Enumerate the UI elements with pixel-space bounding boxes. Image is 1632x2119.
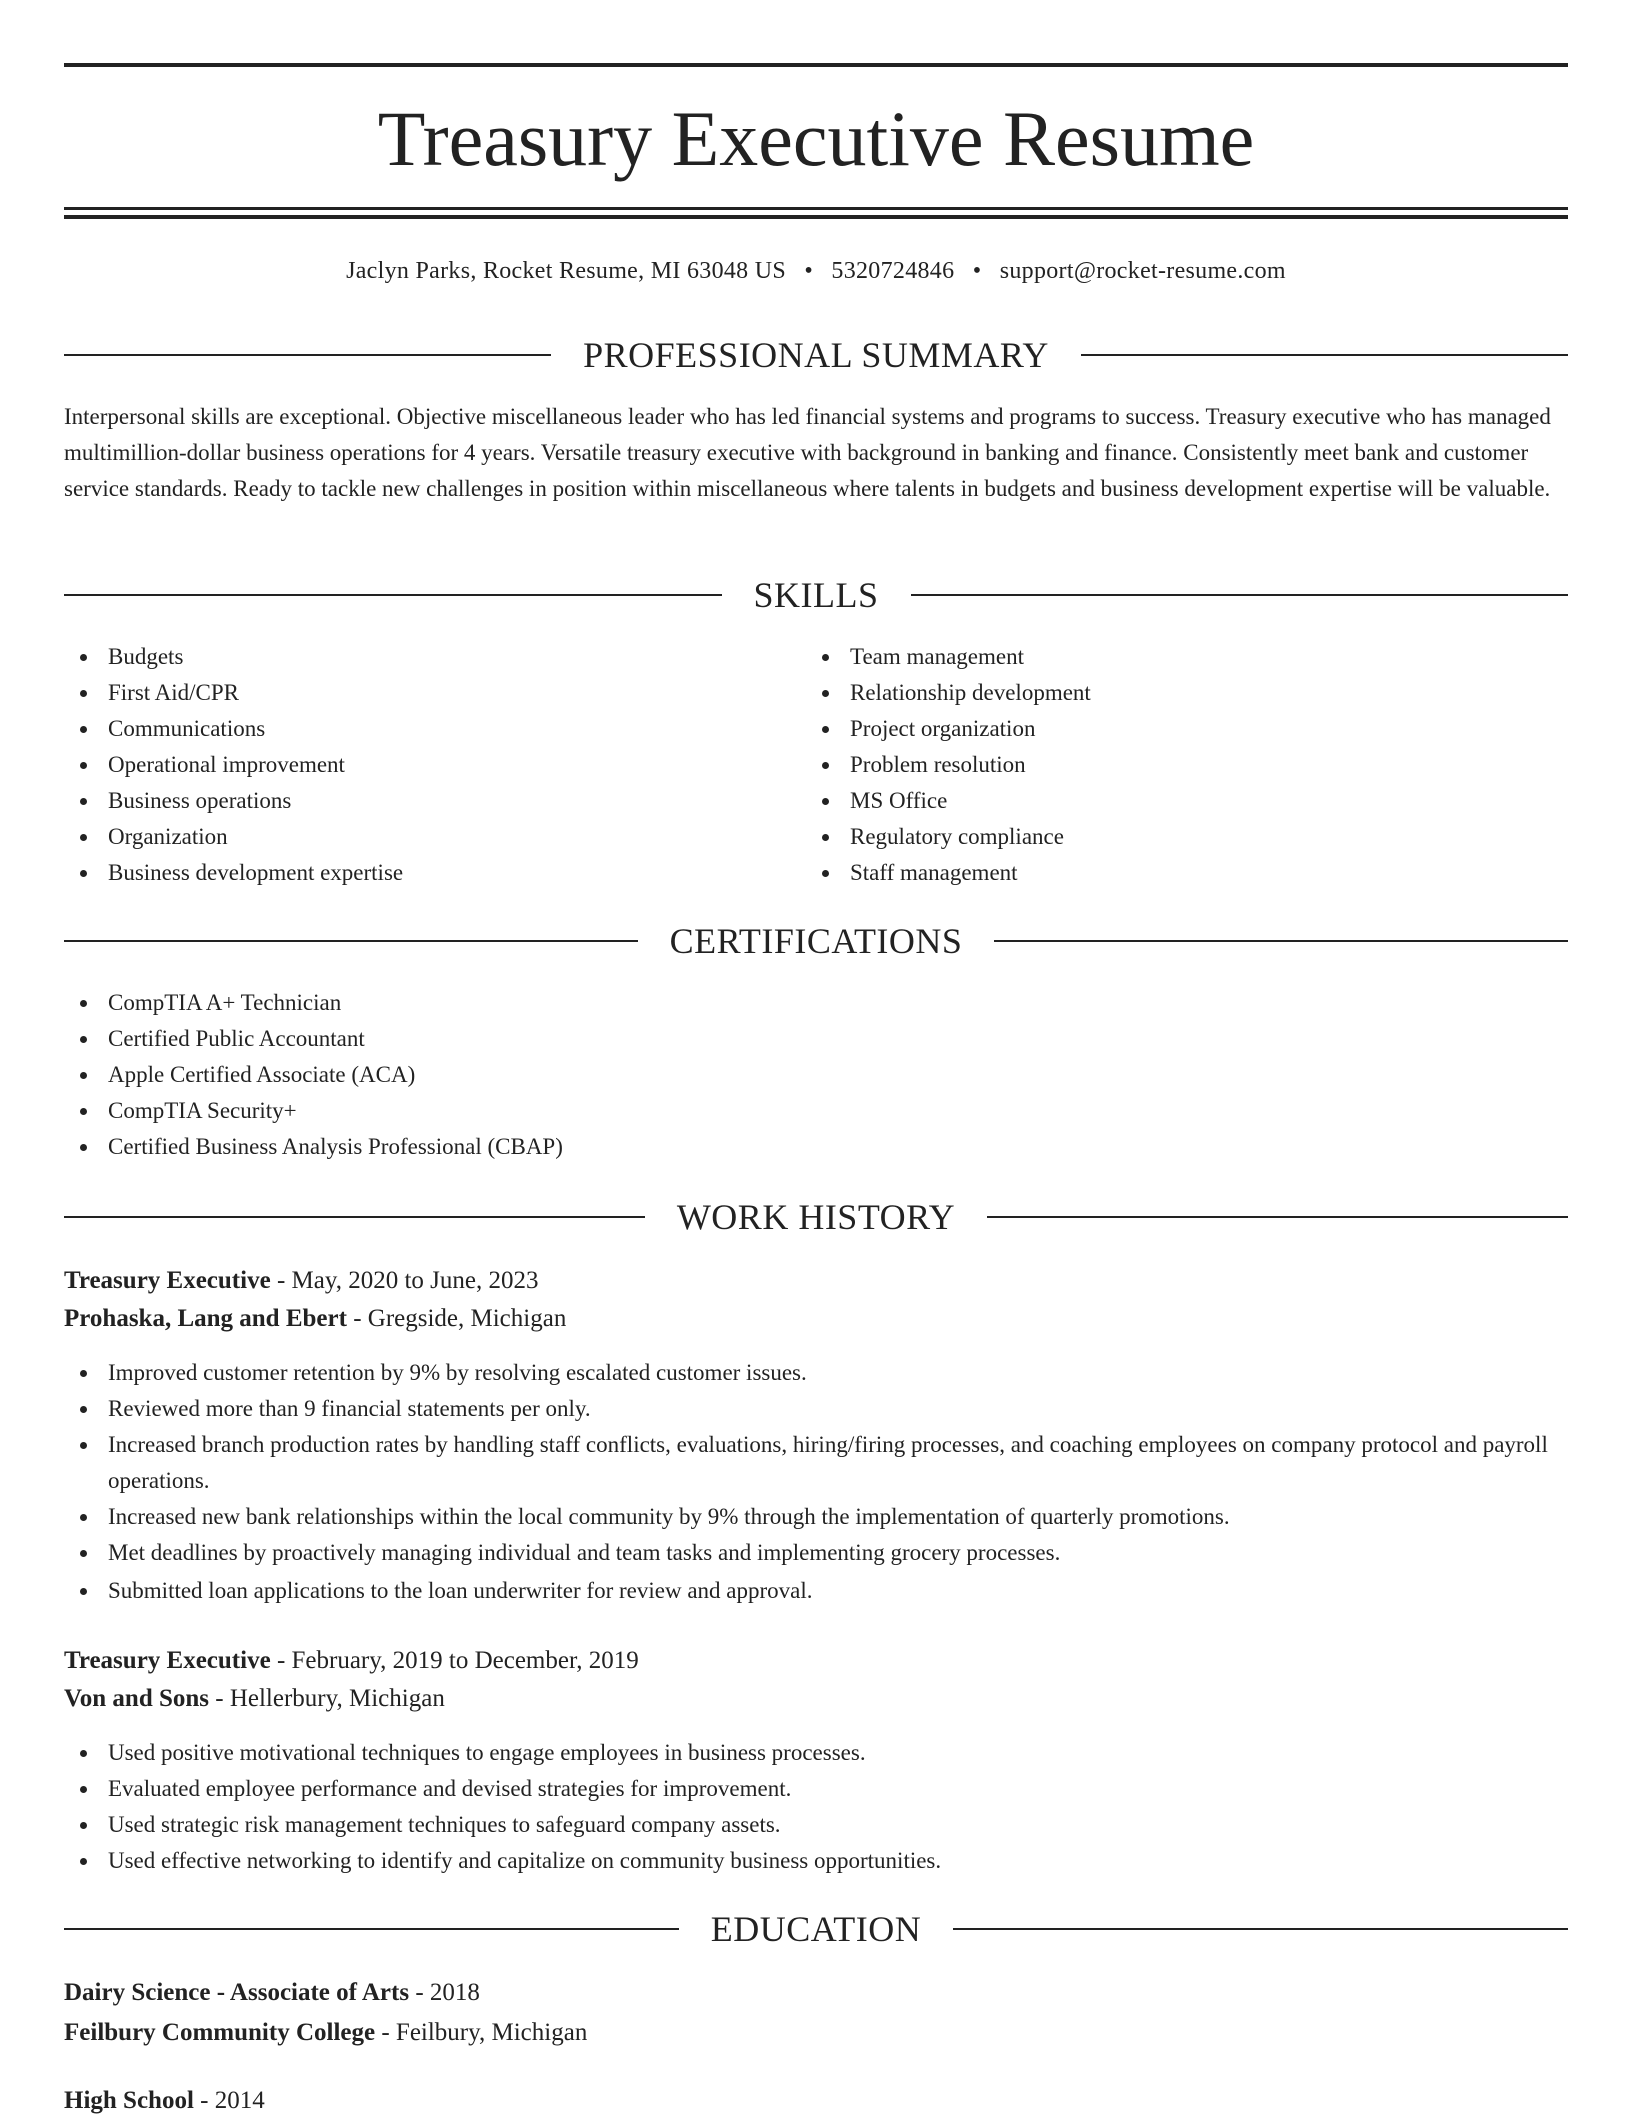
top-rule <box>64 63 1568 67</box>
job-bullet: Reviewed more than 9 financial statements per only. <box>64 1391 1568 1427</box>
section-heading-summary <box>64 333 1568 377</box>
heading-rule <box>953 1928 1568 1930</box>
job-bullets <box>64 1355 1568 1609</box>
skill-item: Budgets <box>64 639 784 675</box>
skill-item: Staff management <box>806 855 1526 891</box>
job-title: Treasury Executive <box>64 1267 271 1294</box>
rule-lower <box>64 215 1568 219</box>
job-dates: - May, 2020 to June, 2023 <box>270 1267 539 1294</box>
heading-rule <box>987 1216 1568 1218</box>
contact-address: Jaclyn Parks, Rocket Resume, MI 63048 US <box>346 258 787 284</box>
contact-separator: • <box>804 258 814 284</box>
contact-phone: 5320724846 <box>831 258 955 284</box>
job-title-line <box>64 1263 539 1299</box>
section-heading-certifications <box>64 919 1568 963</box>
job-location: - Hellerbury, Michigan <box>209 1685 445 1712</box>
skills-list-right <box>806 639 1526 891</box>
skill-item: Project organization <box>806 711 1526 747</box>
title-double-rule <box>64 207 1568 219</box>
job-bullet: Evaluated employee performance and devised strategies for improvement. <box>64 1771 1568 1807</box>
education-school: Feilbury Community College <box>64 2019 376 2046</box>
contact-email: support@rocket-resume.com <box>999 258 1286 284</box>
section-heading-skills <box>64 573 1568 617</box>
skill-item: Team management <box>806 639 1526 675</box>
education-year: - 2018 <box>409 1979 480 2006</box>
job-bullet: Improved customer retention by 9% by resolving escalated customer issues. <box>64 1355 1568 1391</box>
skill-item: First Aid/CPR <box>64 675 784 711</box>
job-bullet: Submitted loan applications to the loan underwriter for review and approval. <box>64 1573 1568 1609</box>
job-company-line <box>64 1301 566 1337</box>
job-dates: - February, 2019 to December, 2019 <box>270 1647 639 1674</box>
job-bullet: Increased branch production rates by handling staff conflicts, evaluations, hiring/firing processes, and coaching employees on company protocol and payroll operations. <box>64 1427 1568 1499</box>
certification-item: Apple Certified Associate (ACA) <box>64 1057 1064 1093</box>
heading-rule <box>64 354 551 356</box>
education-year: - 2014 <box>193 2087 265 2114</box>
education-degree: Dairy Science - Associate of Arts <box>64 1979 410 2006</box>
heading-rule <box>64 1216 645 1218</box>
heading-rule <box>64 1928 679 1930</box>
skill-item: Business operations <box>64 783 784 819</box>
heading-rule <box>1081 354 1568 356</box>
education-degree: High School <box>64 2087 194 2114</box>
skill-item: Operational improvement <box>64 747 784 783</box>
job-bullet: Met deadlines by proactively managing individual and team tasks and implementing grocery processes. <box>64 1535 1568 1571</box>
page-title: Treasury Executive Resume <box>377 95 1255 182</box>
summary-text: Interpersonal skills are exceptional. Objective miscellaneous leader who has led financial systems and programs to success. Treasury executive who has managed multimillion-dollar business operations for 4 years. Versatile treasury executive with background in banking and finance. Consistently meet bank and customer service standards. Ready to tackle new challenges in position within miscellaneous where talents in budgets and business development expertise will be valuable. <box>64 404 1551 501</box>
skill-item: Business development expertise <box>64 855 784 891</box>
heading-rule <box>64 940 638 942</box>
rule-upper <box>64 207 1568 210</box>
certification-item: CompTIA A+ Technician <box>64 985 1064 1021</box>
section-title: PROFESSIONAL SUMMARY <box>583 335 1049 375</box>
certifications-list <box>64 985 1064 1165</box>
job-title-line <box>64 1643 639 1679</box>
job-bullet: Increased new bank relationships within the local community by 9% through the implementation of quarterly promotions. <box>64 1499 1568 1535</box>
certification-item: CompTIA Security+ <box>64 1093 1064 1129</box>
education-location: - Feilbury, Michigan <box>375 2019 588 2046</box>
skill-item: Communications <box>64 711 784 747</box>
section-heading-work <box>64 1195 1568 1239</box>
section-title: EDUCATION <box>710 1909 922 1949</box>
certification-item: Certified Public Accountant <box>64 1021 1064 1057</box>
job-bullet: Used strategic risk management techniques to safeguard company assets. <box>64 1807 1568 1843</box>
job-bullets <box>64 1735 1568 1879</box>
skill-item: MS Office <box>806 783 1526 819</box>
skill-item: Organization <box>64 819 784 855</box>
section-title: CERTIFICATIONS <box>669 921 963 961</box>
education-degree-line <box>64 2083 265 2119</box>
section-heading-education <box>64 1907 1568 1951</box>
certification-item: Certified Business Analysis Professional (CBAP) <box>64 1129 1064 1165</box>
skill-item: Relationship development <box>806 675 1526 711</box>
job-bullet: Used positive motivational techniques to engage employees in business processes. <box>64 1735 1568 1771</box>
contact-line <box>64 255 1568 287</box>
job-location: - Gregside, Michigan <box>346 1305 567 1332</box>
skill-item: Problem resolution <box>806 747 1526 783</box>
section-title: WORK HISTORY <box>676 1197 956 1237</box>
section-title: SKILLS <box>753 575 879 615</box>
skill-item: Regulatory compliance <box>806 819 1526 855</box>
job-company: Von and Sons <box>64 1685 210 1712</box>
contact-separator: • <box>972 258 982 284</box>
skills-list-left <box>64 639 784 891</box>
heading-rule <box>911 594 1569 596</box>
job-company: Prohaska, Lang and Ebert <box>64 1305 347 1332</box>
education-school-line <box>64 2015 587 2051</box>
heading-rule <box>994 940 1568 942</box>
job-bullet: Used effective networking to identify and capitalize on community business opportunities. <box>64 1843 1568 1879</box>
heading-rule <box>64 594 722 596</box>
job-title: Treasury Executive <box>64 1647 271 1674</box>
education-degree-line <box>64 1975 480 2011</box>
job-company-line <box>64 1681 445 1717</box>
